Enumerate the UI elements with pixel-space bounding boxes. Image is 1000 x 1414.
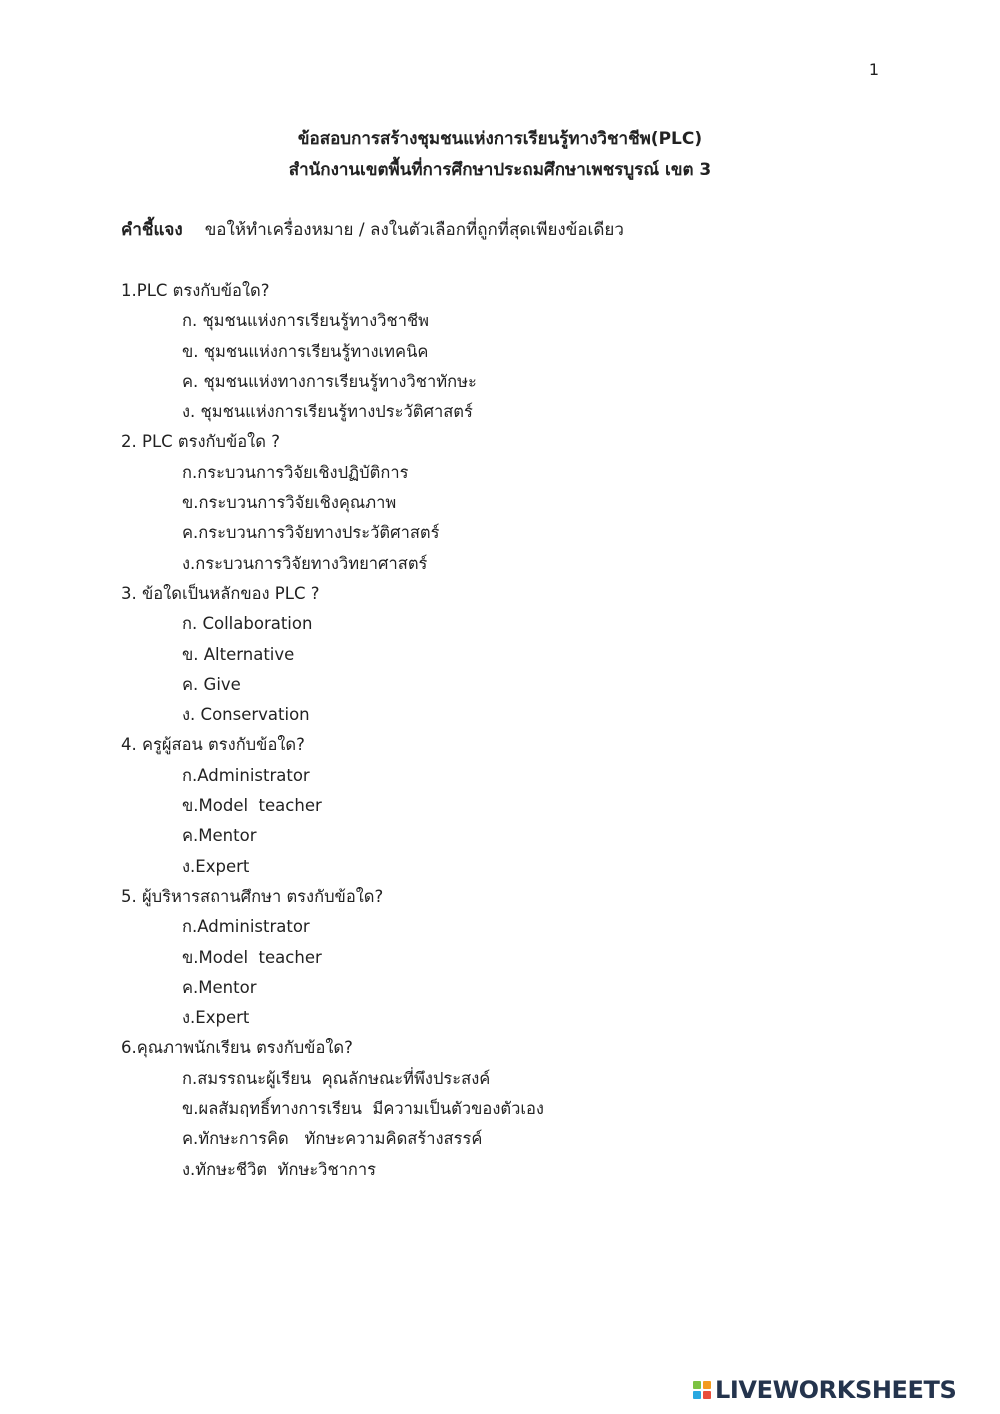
option-kho[interactable]: ข.กระบวนการวิจัยเชิงคุณภาพ [182,493,397,513]
option-kho-khwai[interactable]: ค.ทักษะการคิด ทักษะความคิดสร้างสรรค์ [182,1129,483,1149]
question-text: 2. PLC ตรงกับข้อใด ? [121,432,280,452]
instruction-text: ขอให้ทำเครื่องหมาย / ลงในตัวเลือกที่ถูกที่สุดเพียงข้อเดียว [204,220,624,240]
question-text: 1.PLC ตรงกับข้อใด? [121,281,270,300]
option-kho-khwai[interactable]: ค. ชุมชนแห่งทางการเรียนรู้ทางวิชาทักษะ [182,371,477,391]
option-kho-khwai[interactable]: ค. Give [182,674,241,694]
option-ko[interactable]: ก. ชุมชนแห่งการเรียนรู้ทางวิชาชีพ [182,311,430,331]
option-ngo[interactable]: ง.Expert [182,856,250,876]
option-ko[interactable]: ก. Collaboration [182,614,313,634]
instruction-label: คำชี้แจง [121,220,183,240]
logo-square-orange [703,1381,711,1389]
option-kho[interactable]: ข. Alternative [182,644,295,664]
option-ngo[interactable]: ง.Expert [182,1008,250,1028]
logo-square-green [693,1381,701,1389]
option-ngo[interactable]: ง.ทักษะชีวิต ทักษะวิชาการ [182,1159,377,1179]
option-ko[interactable]: ก.Administrator [182,917,310,937]
liveworksheets-logo-icon [693,1381,711,1399]
question-text: 6.คุณภาพนักเรียน ตรงกับข้อใด? [121,1038,353,1058]
option-ngo[interactable]: ง.กระบวนการวิจัยทางวิทยาศาสตร์ [182,553,428,573]
option-kho-khwai[interactable]: ค.กระบวนการวิจัยทางประวัติศาสตร์ [182,523,440,543]
question-1 [121,276,881,427]
option-kho[interactable]: ข.ผลสัมฤทธิ์ทางการเรียน มีความเป็นตัวของตัวเอง [182,1099,544,1119]
question-text: 5. ผู้บริหารสถานศึกษา ตรงกับข้อใด? [121,886,384,906]
question-text: 3. ข้อใดเป็นหลักของ PLC ? [121,583,320,603]
option-kho[interactable]: ข. ชุมชนแห่งการเรียนรู้ทางเทคนิค [182,341,429,361]
question-text: 4. ครูผู้สอน ตรงกับข้อใด? [121,735,305,755]
question-5 [121,882,881,1033]
option-ngo[interactable]: ง. Conservation [182,705,310,725]
logo-square-blue [693,1391,701,1399]
option-kho[interactable]: ข.Model teacher [182,796,322,816]
question-3 [121,579,881,730]
page-number: 1 [868,60,879,79]
option-ko[interactable]: ก.สมรรถนะผู้เรียน คุณลักษณะที่พึงประสงค์ [182,1068,491,1088]
question-4 [121,730,881,881]
title-line-2: สำนักงานเขตพื้นที่การศึกษาประถมศึกษาเพชรบูรณ์ เขต 3 [288,160,712,180]
question-2 [121,427,881,578]
title-line-1: ข้อสอบการสร้างชุมชนแห่งการเรียนรู้ทางวิชาชีพ(PLC) [297,129,703,149]
instruction [121,216,624,243]
liveworksheets-logo [693,1375,956,1405]
question-list [121,276,881,1185]
option-ko[interactable]: ก.กระบวนการวิจัยเชิงปฏิบัติการ [182,462,409,482]
question-6 [121,1033,881,1184]
logo-square-red [703,1391,711,1399]
option-kho-khwai[interactable]: ค.Mentor [182,826,257,846]
option-kho-khwai[interactable]: ค.Mentor [182,977,257,997]
option-ngo[interactable]: ง. ชุมชนแห่งการเรียนรู้ทางประวัติศาสตร์ [182,402,473,422]
page-title [0,124,1000,186]
liveworksheets-wordmark: LIVEWORKSHEETS [715,1376,957,1404]
option-kho[interactable]: ข.Model teacher [182,947,322,967]
option-ko[interactable]: ก.Administrator [182,765,310,785]
